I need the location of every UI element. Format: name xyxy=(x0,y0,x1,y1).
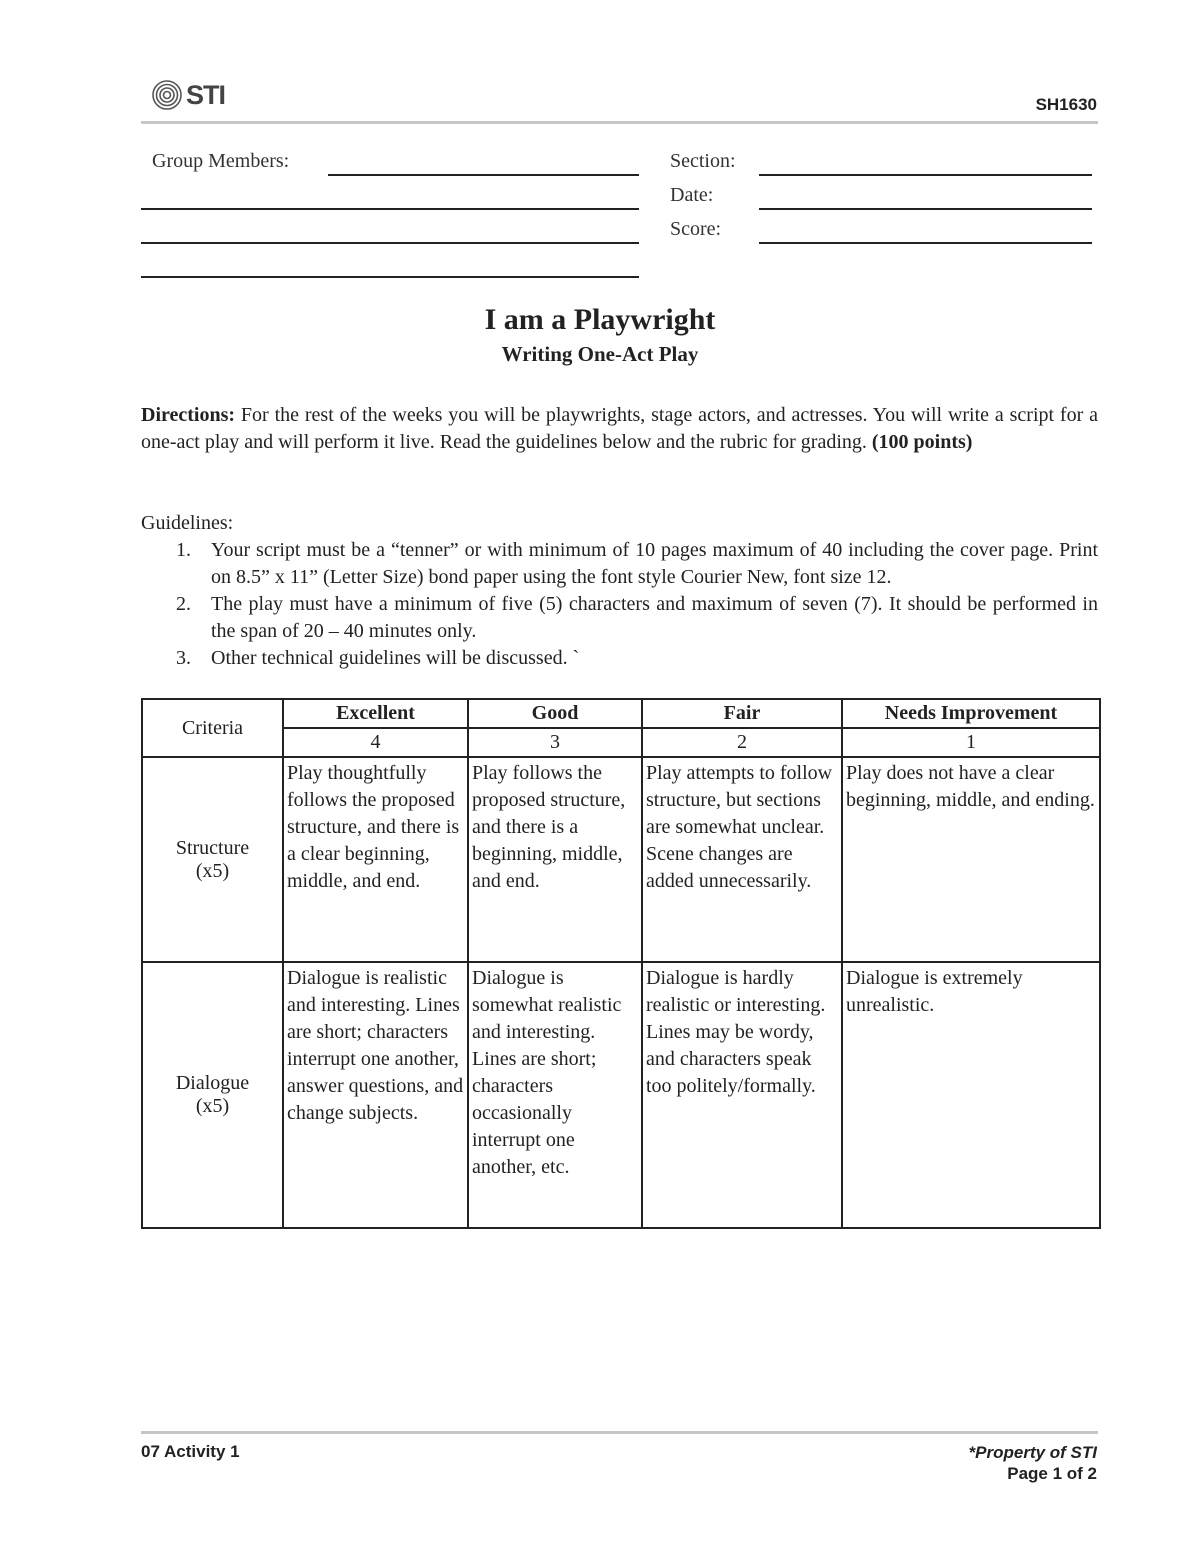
directions-label: Directions: xyxy=(141,404,236,426)
rubric-header-row xyxy=(142,699,1100,728)
table-row xyxy=(142,757,1100,962)
guidelines-section xyxy=(141,510,1098,672)
criterion-name: Structure xyxy=(175,836,250,859)
directions-paragraph xyxy=(141,402,1098,456)
date-label: Date: xyxy=(670,184,714,206)
directions-text: For the rest of the weeks you will be playwrights, stage actors, and actresses. You will write a script for a one-act play and will perform it live. Read the guidelines below and the rubric for grading. xyxy=(141,404,1098,453)
page-subtitle: Writing One-Act Play xyxy=(501,342,699,366)
table-cell: Dialogue is somewhat realistic and interesting. Lines are short; characters occasionally interrupt one another, etc. xyxy=(468,962,642,1228)
group-members-line-4[interactable] xyxy=(141,276,639,278)
table-cell: Play thoughtfully follows the proposed structure, and there is a clear beginning, middle, and end. xyxy=(283,757,468,962)
table-row xyxy=(142,962,1100,1228)
list-item xyxy=(141,591,1098,645)
table-cell: Play attempts to follow structure, but sections are somewhat unclear. Scene changes are added unnecessarily. xyxy=(642,757,842,962)
level-good: Good xyxy=(468,699,642,728)
group-members-line-2[interactable] xyxy=(141,208,639,210)
guidelines-heading: Guidelines: xyxy=(141,512,234,534)
table-cell: Dialogue is realistic and interesting. Lines are short; characters interrupt one another, answer questions, and change subjects. xyxy=(283,962,468,1228)
list-item-text: The play must have a minimum of five (5) characters and maximum of seven (7). It should be performed in the span of 20 – 40 minutes only. xyxy=(211,593,1098,642)
group-members-line-3[interactable] xyxy=(141,242,639,244)
list-item xyxy=(141,537,1098,591)
page-title: I am a Playwright xyxy=(484,303,716,336)
level-excellent: Excellent xyxy=(283,699,468,728)
directions-points: (100 points) xyxy=(871,431,973,453)
table-cell: Play does not have a clear beginning, middle, and ending. xyxy=(842,757,1100,962)
logo-text: STI xyxy=(186,79,226,110)
guidelines-list xyxy=(141,537,1098,672)
score-good: 3 xyxy=(468,728,642,757)
footer-page-number: Page 1 of 2 xyxy=(1007,1464,1097,1483)
score-needs-improvement: 1 xyxy=(842,728,1100,757)
fingerprint-icon xyxy=(150,78,184,112)
score-fair: 2 xyxy=(642,728,842,757)
criterion-structure xyxy=(142,757,283,962)
table-cell: Dialogue is hardly realistic or interesting. Lines may be wordy, and characters speak too politely/formally. xyxy=(642,962,842,1228)
footer-divider xyxy=(141,1431,1098,1434)
score-line[interactable] xyxy=(759,242,1092,244)
footer-right xyxy=(969,1442,1097,1484)
criterion-weight: (x5) xyxy=(195,859,230,882)
document-code: SH1630 xyxy=(1035,95,1097,114)
list-item-number: 1. xyxy=(176,539,191,561)
score-label: Score: xyxy=(670,218,722,240)
list-item-number: 2. xyxy=(176,593,191,615)
rubric-table xyxy=(141,698,1101,1229)
list-item-text: Your script must be a “tenner” or with minimum of 10 pages maximum of 40 including the cover page. Print on 8.5” x 11” (Letter Size) bond paper using the font style Courier New, font size 12. xyxy=(211,539,1098,588)
section-label: Section: xyxy=(670,150,736,172)
criteria-header: Criteria xyxy=(142,699,283,757)
list-item-number: 3. xyxy=(176,647,191,669)
group-members-label: Group Members: xyxy=(152,150,290,172)
group-members-line-1[interactable] xyxy=(328,174,639,176)
sti-logo xyxy=(150,78,225,112)
footer-activity: 07 Activity 1 xyxy=(141,1442,240,1461)
level-needs-improvement: Needs Improvement xyxy=(842,699,1100,728)
rubric-score-row xyxy=(142,728,1100,757)
criterion-weight: (x5) xyxy=(195,1095,230,1117)
header-divider xyxy=(141,121,1098,124)
footer-property: *Property of STI xyxy=(968,1443,1097,1462)
list-item-text: Other technical guidelines will be discussed. ` xyxy=(211,647,580,669)
table-cell: Dialogue is extremely unrealistic. xyxy=(842,962,1100,1228)
table-cell: Play follows the proposed structure, and there is a beginning, middle, and end. xyxy=(468,757,642,962)
score-excellent: 4 xyxy=(283,728,468,757)
list-item xyxy=(141,645,1098,672)
criterion-dialogue xyxy=(142,962,283,1228)
section-line[interactable] xyxy=(759,174,1092,176)
date-line[interactable] xyxy=(759,208,1092,210)
criterion-name: Dialogue xyxy=(175,1072,250,1094)
level-fair: Fair xyxy=(642,699,842,728)
